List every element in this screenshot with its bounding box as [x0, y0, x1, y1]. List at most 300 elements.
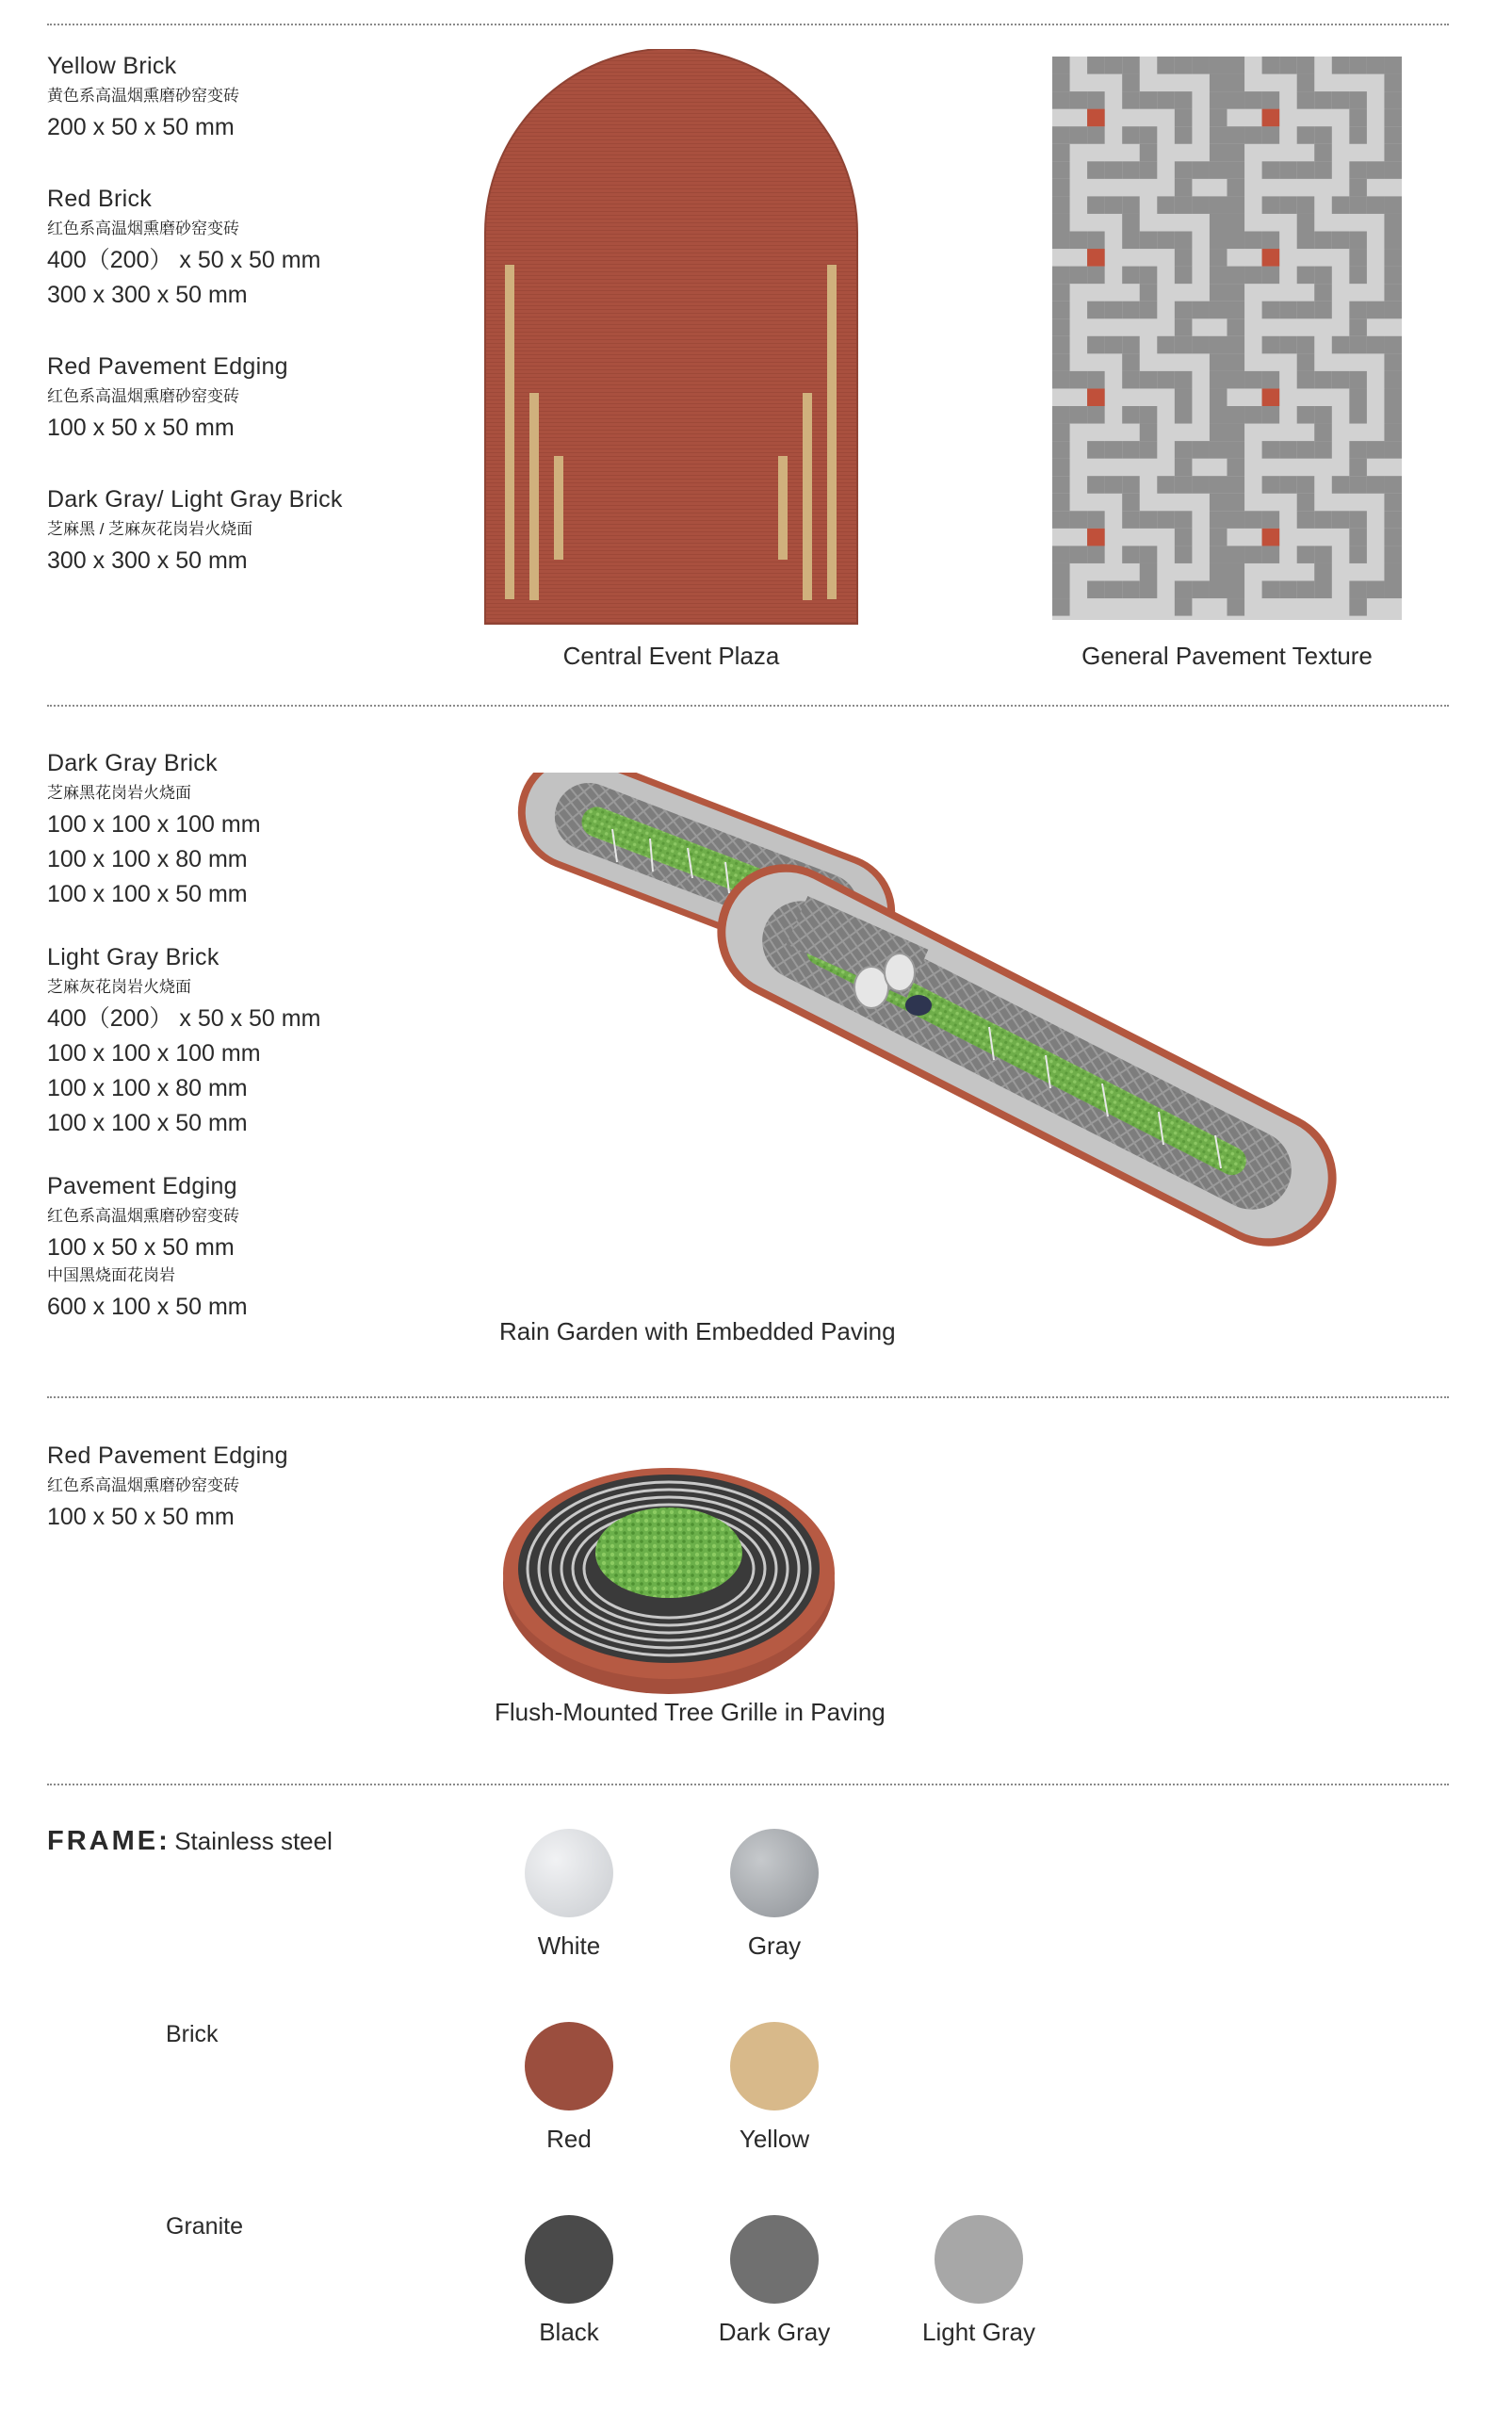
texture-caption: General Pavement Texture [1081, 642, 1373, 670]
texture-tile [1297, 161, 1315, 179]
texture-tile [1297, 126, 1315, 144]
texture-tile [1122, 161, 1140, 179]
texture-tile [1349, 476, 1367, 494]
texture-tile [1122, 511, 1140, 529]
texture-accent-tile [1262, 109, 1280, 127]
texture-tile [1105, 57, 1123, 74]
texture-tile [1157, 336, 1175, 354]
texture-tile [1210, 232, 1227, 250]
texture-tile [1210, 144, 1227, 162]
texture-tile [1349, 91, 1367, 109]
texture-tile [1227, 598, 1245, 616]
texture-tile [1297, 581, 1315, 599]
texture-tile [1279, 441, 1297, 459]
texture-tile [1070, 126, 1088, 144]
swatch-label: Gray [747, 1931, 802, 1960]
texture-tile [1175, 581, 1193, 599]
spec-red-edging [47, 352, 343, 446]
texture-tile [1349, 267, 1367, 285]
texture-tile [1227, 179, 1245, 197]
texture-tile [1314, 267, 1332, 285]
texture-tile [1262, 126, 1280, 144]
texture-tile [1349, 249, 1367, 267]
texture-tile [1052, 353, 1070, 371]
texture-tile [1087, 336, 1105, 354]
texture-tile [1297, 267, 1315, 285]
texture-tile [1349, 336, 1367, 354]
frame-title: FRAME: [47, 1826, 171, 1856]
texture-tile [1244, 406, 1262, 424]
texture-tile [1210, 494, 1227, 512]
texture-tile [1384, 74, 1402, 92]
pavement-texture-illustration [1052, 57, 1402, 620]
texture-tile [1087, 302, 1105, 319]
spec-cn: 红色系高温烟熏磨砂窑变砖 [47, 220, 239, 237]
texture-tile [1175, 267, 1193, 285]
spec-list-1 [47, 52, 343, 618]
texture-tile [1210, 441, 1227, 459]
texture-tile [1140, 267, 1158, 285]
texture-tile [1157, 371, 1175, 389]
swatch-label: White [537, 1931, 601, 1960]
texture-tile [1157, 511, 1175, 529]
texture-tile [1262, 232, 1280, 250]
texture-tile [1314, 126, 1332, 144]
texture-tile [1175, 232, 1193, 250]
texture-tile [1297, 546, 1315, 563]
texture-tile [1192, 302, 1210, 319]
texture-tile [1157, 91, 1175, 109]
texture-tile [1349, 196, 1367, 214]
texture-tile [1087, 91, 1105, 109]
texture-tile [1210, 563, 1227, 581]
spec-name: Yellow Brick [47, 53, 177, 79]
spec-size: 100 x 100 x 50 mm [47, 1110, 248, 1136]
texture-tile [1367, 161, 1385, 179]
texture-tile [1314, 302, 1332, 319]
texture-tile [1175, 318, 1193, 336]
tree-grille-illustration [499, 1442, 838, 1701]
texture-tile [1210, 249, 1227, 267]
texture-tile [1349, 459, 1367, 477]
swatch-granite-dark-gray [730, 2215, 819, 2304]
texture-tile [1052, 161, 1070, 179]
texture-tile [1262, 267, 1280, 285]
texture-tile [1314, 511, 1332, 529]
texture-tile [1070, 232, 1088, 250]
texture-tile [1140, 232, 1158, 250]
spec-cn: 红色系高温烟熏磨砂窑变砖 [47, 1207, 239, 1225]
texture-tile [1122, 371, 1140, 389]
texture-tile [1279, 581, 1297, 599]
texture-tile [1332, 196, 1350, 214]
texture-tile [1297, 494, 1315, 512]
texture-tile [1227, 284, 1245, 302]
texture-tile [1227, 267, 1245, 285]
texture-tile [1122, 494, 1140, 512]
texture-tile [1087, 371, 1105, 389]
texture-tile [1175, 546, 1193, 563]
texture-tile [1175, 441, 1193, 459]
texture-tile [1122, 441, 1140, 459]
texture-tile [1227, 161, 1245, 179]
texture-tile [1052, 476, 1070, 494]
texture-tile [1297, 302, 1315, 319]
texture-tile [1140, 511, 1158, 529]
texture-tile [1279, 161, 1297, 179]
texture-tile [1384, 371, 1402, 389]
texture-accent-tile [1087, 529, 1105, 546]
divider-2 [47, 1396, 1449, 1398]
spec-size: 600 x 100 x 50 mm [47, 1294, 248, 1320]
texture-tile [1227, 214, 1245, 232]
texture-tile [1262, 511, 1280, 529]
texture-tile [1070, 546, 1088, 563]
texture-tile [1227, 126, 1245, 144]
texture-tile [1384, 302, 1402, 319]
swatch-granite-black [525, 2215, 613, 2304]
texture-tile [1122, 406, 1140, 424]
swatch-brick-yellow [730, 2022, 819, 2110]
texture-tile [1087, 196, 1105, 214]
texture-tile [1314, 441, 1332, 459]
texture-tile [1157, 57, 1175, 74]
rain-garden-caption: Rain Garden with Embedded Paving [499, 1317, 896, 1345]
swatch-granite-light-gray [935, 2215, 1023, 2304]
texture-accent-tile [1087, 388, 1105, 406]
texture-tile [1157, 196, 1175, 214]
texture-tile [1244, 511, 1262, 529]
spec-name: Red Brick [47, 186, 153, 212]
texture-tile [1210, 424, 1227, 442]
texture-tile [1384, 494, 1402, 512]
granite-label: Granite [166, 2213, 243, 2240]
texture-tile [1052, 424, 1070, 442]
texture-tile [1140, 302, 1158, 319]
plaza-caption: Central Event Plaza [562, 642, 780, 670]
frame-heading [47, 1826, 333, 1857]
divider-1 [47, 705, 1449, 707]
texture-tile [1052, 371, 1070, 389]
texture-tile [1227, 74, 1245, 92]
swatch-frame-white [525, 1829, 613, 1917]
texture-tile [1105, 336, 1123, 354]
texture-tile [1349, 598, 1367, 616]
texture-tile [1192, 581, 1210, 599]
spec-gray-brick [47, 485, 343, 579]
texture-tile [1384, 161, 1402, 179]
texture-tile [1314, 144, 1332, 162]
texture-tile [1227, 144, 1245, 162]
tree-grille-caption: Flush-Mounted Tree Grille in Paving [495, 1698, 886, 1726]
texture-tile [1070, 406, 1088, 424]
swatch-label: Red [546, 2125, 592, 2153]
texture-tile [1384, 232, 1402, 250]
brick-label: Brick [166, 2021, 219, 2047]
texture-tile [1052, 511, 1070, 529]
texture-tile [1262, 302, 1280, 319]
texture-tile [1175, 476, 1193, 494]
texture-tile [1175, 336, 1193, 354]
spec-pavement-edging [47, 1172, 320, 1325]
texture-tile [1105, 441, 1123, 459]
spec-name: Light Gray Brick [47, 944, 219, 970]
spec-size: 100 x 50 x 50 mm [47, 415, 235, 441]
texture-tile [1384, 529, 1402, 546]
texture-tile [1052, 598, 1070, 616]
texture-tile [1175, 371, 1193, 389]
texture-tile [1140, 563, 1158, 581]
texture-tile [1052, 563, 1070, 581]
texture-tile [1122, 91, 1140, 109]
texture-tile [1349, 126, 1367, 144]
texture-tile [1192, 57, 1210, 74]
texture-tile [1192, 196, 1210, 214]
texture-tile [1087, 57, 1105, 74]
texture-tile [1384, 214, 1402, 232]
texture-tile [1297, 91, 1315, 109]
spec-name: Pavement Edging [47, 1173, 237, 1199]
texture-tile [1175, 57, 1193, 74]
texture-tile [1279, 57, 1297, 74]
rain-garden-illustration [499, 773, 1385, 1338]
texture-tile [1227, 232, 1245, 250]
texture-tile [1384, 476, 1402, 494]
texture-tile [1384, 353, 1402, 371]
texture-tile [1052, 57, 1070, 74]
texture-tile [1192, 476, 1210, 494]
texture-tile [1122, 353, 1140, 371]
texture-tile [1262, 371, 1280, 389]
texture-tile [1314, 581, 1332, 599]
texture-tile [1262, 161, 1280, 179]
texture-tile [1105, 161, 1123, 179]
texture-tile [1087, 161, 1105, 179]
texture-tile [1367, 57, 1385, 74]
texture-tile [1140, 581, 1158, 599]
texture-tile [1175, 249, 1193, 267]
swatch-label: Light Gray [922, 2318, 1035, 2346]
texture-tile [1122, 267, 1140, 285]
texture-accent-tile [1087, 249, 1105, 267]
texture-tile [1175, 529, 1193, 546]
texture-tile [1087, 126, 1105, 144]
texture-tile [1210, 388, 1227, 406]
texture-tile [1262, 91, 1280, 109]
texture-tile [1052, 74, 1070, 92]
texture-tile [1227, 336, 1245, 354]
texture-tile [1367, 196, 1385, 214]
texture-tile [1210, 581, 1227, 599]
spec-name: Dark Gray Brick [47, 750, 218, 776]
texture-tile [1297, 476, 1315, 494]
texture-tile [1297, 441, 1315, 459]
texture-tile [1122, 126, 1140, 144]
texture-tile [1384, 581, 1402, 599]
texture-tile [1349, 109, 1367, 127]
texture-tile [1227, 581, 1245, 599]
texture-tile [1210, 476, 1227, 494]
texture-tile [1279, 196, 1297, 214]
texture-tile [1384, 441, 1402, 459]
texture-tile [1384, 267, 1402, 285]
swatch-label: Dark Gray [718, 2318, 831, 2346]
texture-tile [1279, 336, 1297, 354]
texture-tile [1210, 196, 1227, 214]
texture-tile [1052, 318, 1070, 336]
texture-tile [1210, 161, 1227, 179]
texture-tile [1087, 441, 1105, 459]
texture-tile [1227, 318, 1245, 336]
divider-3 [47, 1784, 1449, 1785]
texture-tile [1175, 109, 1193, 127]
texture-tile [1314, 563, 1332, 581]
texture-tile [1052, 126, 1070, 144]
spec-size: 100 x 50 x 50 mm [47, 1234, 235, 1261]
spec-list-3 [47, 1442, 288, 1574]
texture-tile [1052, 284, 1070, 302]
texture-tile [1384, 546, 1402, 563]
texture-tile [1367, 476, 1385, 494]
texture-tile [1314, 284, 1332, 302]
texture-tile [1122, 57, 1140, 74]
texture-tile [1367, 336, 1385, 354]
texture-tile [1052, 406, 1070, 424]
divider-top [47, 24, 1449, 25]
texture-tile [1175, 91, 1193, 109]
texture-tile [1087, 546, 1105, 563]
texture-tile [1314, 546, 1332, 563]
texture-tile [1332, 476, 1350, 494]
texture-tile [1105, 302, 1123, 319]
texture-tile [1297, 406, 1315, 424]
texture-tile [1210, 57, 1227, 74]
texture-tile [1122, 476, 1140, 494]
texture-tile [1210, 74, 1227, 92]
texture-tile [1210, 302, 1227, 319]
texture-tile [1210, 214, 1227, 232]
texture-tile [1349, 371, 1367, 389]
texture-tile [1244, 546, 1262, 563]
texture-tile [1210, 284, 1227, 302]
texture-tile [1349, 302, 1367, 319]
central-plaza-illustration [480, 49, 862, 628]
texture-tile [1297, 196, 1315, 214]
texture-tile [1349, 57, 1367, 74]
texture-tile [1349, 406, 1367, 424]
texture-tile [1297, 336, 1315, 354]
texture-tile [1122, 336, 1140, 354]
texture-tile [1332, 371, 1350, 389]
texture-tile [1227, 196, 1245, 214]
texture-accent-tile [1262, 529, 1280, 546]
texture-tile [1384, 109, 1402, 127]
texture-tile [1210, 336, 1227, 354]
texture-tile [1384, 144, 1402, 162]
texture-tile [1227, 546, 1245, 563]
texture-tile [1349, 232, 1367, 250]
texture-tile [1244, 371, 1262, 389]
texture-tile [1332, 57, 1350, 74]
texture-tile [1087, 476, 1105, 494]
texture-tile [1052, 196, 1070, 214]
spec-cn: 芝麻灰花岗岩火烧面 [47, 978, 191, 996]
texture-tile [1227, 353, 1245, 371]
texture-tile [1367, 302, 1385, 319]
texture-tile [1262, 441, 1280, 459]
texture-tile [1227, 563, 1245, 581]
texture-tile [1349, 161, 1367, 179]
texture-tile [1122, 546, 1140, 563]
texture-tile [1279, 302, 1297, 319]
texture-tile [1175, 459, 1193, 477]
texture-tile [1244, 267, 1262, 285]
texture-tile [1384, 57, 1402, 74]
texture-tile [1140, 406, 1158, 424]
spec-red-brick [47, 185, 343, 313]
spec-size: 400（200） x 50 x 50 mm [47, 1005, 321, 1032]
texture-tile [1122, 196, 1140, 214]
texture-accent-tile [1087, 109, 1105, 127]
texture-tile [1210, 353, 1227, 371]
texture-tile [1262, 476, 1280, 494]
texture-tile [1262, 581, 1280, 599]
texture-tile [1227, 441, 1245, 459]
texture-tile [1227, 302, 1245, 319]
texture-tile [1227, 494, 1245, 512]
texture-tile [1140, 284, 1158, 302]
texture-tile [1384, 424, 1402, 442]
texture-tile [1052, 581, 1070, 599]
texture-tile [1210, 109, 1227, 127]
texture-tile [1175, 126, 1193, 144]
spec-size: 300 x 300 x 50 mm [47, 547, 248, 574]
texture-tile [1140, 144, 1158, 162]
texture-tile [1384, 336, 1402, 354]
spec-name: Red Pavement Edging [47, 353, 288, 380]
texture-tile [1349, 511, 1367, 529]
texture-tile [1175, 511, 1193, 529]
spec-size: 100 x 100 x 50 mm [47, 881, 248, 907]
spec-size: 400（200） x 50 x 50 mm [47, 247, 321, 273]
texture-tile [1262, 406, 1280, 424]
texture-tile [1140, 546, 1158, 563]
texture-tile [1210, 126, 1227, 144]
spec-light-gray-brick [47, 943, 320, 1141]
texture-tile [1297, 353, 1315, 371]
texture-tile [1227, 424, 1245, 442]
spec-cn: 红色系高温烟熏磨砂窑变砖 [47, 1476, 239, 1494]
texture-tile [1052, 494, 1070, 512]
texture-tile [1210, 511, 1227, 529]
texture-tile [1384, 196, 1402, 214]
texture-tile [1157, 232, 1175, 250]
texture-tile [1314, 406, 1332, 424]
texture-tile [1262, 546, 1280, 563]
spec-cn: 黄色系高温烟熏磨砂窑变砖 [47, 87, 239, 105]
texture-tile [1297, 232, 1315, 250]
texture-tile [1227, 406, 1245, 424]
texture-tile [1157, 476, 1175, 494]
texture-tile [1262, 57, 1280, 74]
texture-tile [1052, 336, 1070, 354]
texture-tile [1087, 406, 1105, 424]
texture-tile [1244, 232, 1262, 250]
texture-tile [1052, 459, 1070, 477]
texture-tile [1384, 563, 1402, 581]
texture-tile [1349, 441, 1367, 459]
texture-tile [1210, 406, 1227, 424]
